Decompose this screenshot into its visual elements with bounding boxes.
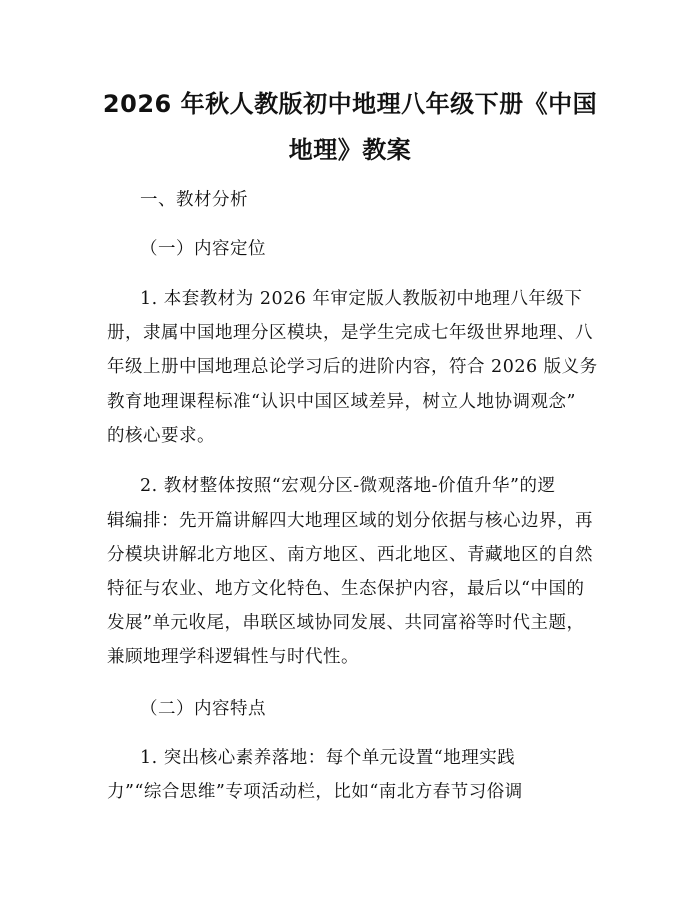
paragraph-2-line-3: 分模块讲解北方地区、南方地区、西北地区、青藏地区的自然 <box>107 545 593 565</box>
paragraph-1-line-3: 年级上册中国地理总论学习后的进阶内容，符合 2026 版义务 <box>107 357 598 377</box>
paragraph-3-line-2: 力”“综合思维”专项活动栏，比如“南北方春节习俗调 <box>107 782 523 802</box>
subsection-heading-positioning: （一）内容定位 <box>140 239 266 259</box>
subsection-heading-features: （二）内容特点 <box>140 699 266 719</box>
paragraph-1-line-2: 册，隶属中国地理分区模块，是学生完成七年级世界地理、八 <box>107 323 593 343</box>
paragraph-2-line-4: 特征与农业、地方文化特色、生态保护内容，最后以“中国的 <box>107 579 585 599</box>
section-heading-analysis: 一、教材分析 <box>140 190 248 210</box>
paragraph-2-line-1: 2. 教材整体按照“宏观分区-微观落地-价值升华”的逻 <box>140 476 556 496</box>
paragraph-1-line-5: 的核心要求。 <box>107 426 215 446</box>
document-title-line-2: 地理》教案 <box>288 136 412 164</box>
paragraph-3-line-1: 1. 突出核心素养落地：每个单元设置“地理实践 <box>140 748 516 768</box>
paragraph-2-line-5: 发展”单元收尾，串联区域协同发展、共同富裕等时代主题， <box>107 613 585 633</box>
document-title-line-1: 2026 年秋人教版初中地理八年级下册《中国 <box>102 90 598 118</box>
paragraph-2-line-2: 辑编排：先开篇讲解四大地理区域的划分依据与核心边界，再 <box>107 511 593 531</box>
paragraph-2-line-6: 兼顾地理学科逻辑性与时代性。 <box>107 647 359 667</box>
paragraph-1-line-4: 教育地理课程标准“认识中国区域差异，树立人地协调观念” <box>107 392 576 412</box>
paragraph-1-line-1: 1. 本套教材为 2026 年审定版人教版初中地理八年级下 <box>140 289 583 309</box>
